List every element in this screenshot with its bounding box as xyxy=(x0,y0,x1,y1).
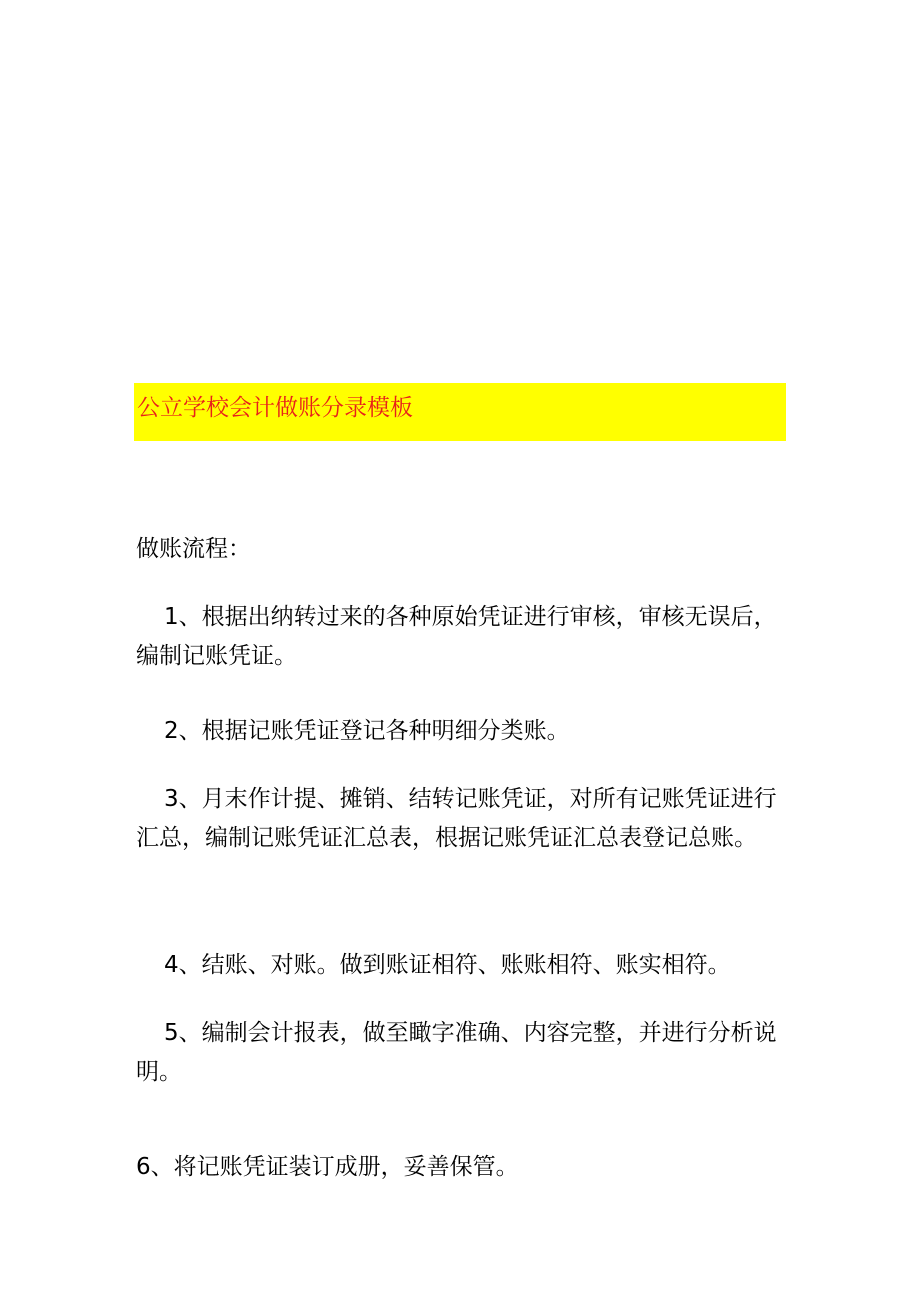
title-highlight-band xyxy=(134,383,786,441)
document-title: 公立学校会计做账分录模板 xyxy=(137,395,413,421)
section-heading: 做账流程： xyxy=(136,536,251,562)
step-1: 1、根据出纳转过来的各种原始凭证进行审核，审核无误后，编制记账凭证。 xyxy=(136,604,777,669)
step-6: 6、将记账凭证装订成册，妥善保管。 xyxy=(136,1154,519,1180)
step-3: 3、月末作计提、摊销、结转记账凭证，对所有记账凭证进行汇总，编制记账凭证汇总表，根据记账凭证汇总表登记总账。 xyxy=(136,786,777,851)
step-5: 5、编制会计报表，做至瞰字准确、内容完整，并进行分析说明。 xyxy=(136,1020,777,1085)
step-2: 2、根据记账凭证登记各种明细分类账。 xyxy=(164,718,570,744)
step-4: 4、结账、对账。做到账证相符、账账相符、账实相符。 xyxy=(164,952,731,978)
